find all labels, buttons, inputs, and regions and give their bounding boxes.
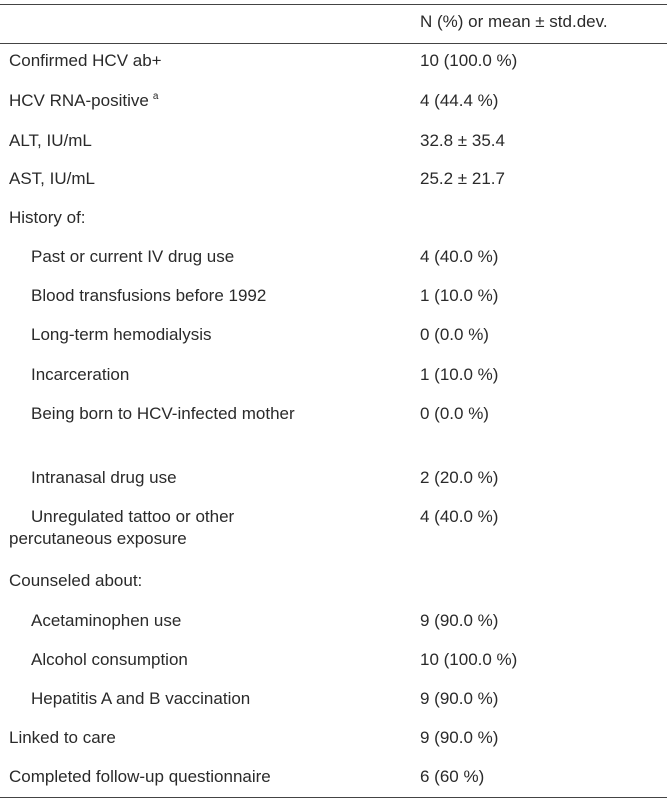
row-label: AST, IU/mL	[9, 169, 95, 188]
row-value: 10 (100.0 %)	[420, 51, 518, 70]
row-label: Acetaminophen use	[31, 611, 182, 630]
row-value: 1 (10.0 %)	[420, 365, 499, 384]
row-label: ALT, IU/mL	[9, 131, 92, 150]
row-value: 9 (90.0 %)	[420, 689, 499, 708]
row-value: 1 (10.0 %)	[420, 286, 499, 305]
row-label: Being born to HCV-infected mother	[31, 404, 295, 423]
row-value: 9 (90.0 %)	[420, 728, 499, 747]
row-label: Confirmed HCV ab+	[9, 51, 162, 70]
row-value: 9 (90.0 %)	[420, 611, 499, 630]
table-header-rule	[0, 43, 667, 44]
row-value: 4 (44.4 %)	[420, 91, 499, 110]
row-value: 10 (100.0 %)	[420, 650, 518, 669]
row-label: Linked to care	[9, 728, 116, 747]
row-value: 0 (0.0 %)	[420, 325, 489, 344]
row-value: 4 (40.0 %)	[420, 507, 499, 526]
row-label: Hepatitis A and B vaccination	[31, 689, 251, 708]
row-value: 2 (20.0 %)	[420, 468, 499, 487]
row-value: 0 (0.0 %)	[420, 404, 489, 423]
row-label: Past or current IV drug use	[31, 247, 235, 266]
row-value: 25.2 ± 21.7	[420, 169, 505, 188]
row-value: 32.8 ± 35.4	[420, 131, 505, 150]
row-label: Unregulated tattoo or other percutaneous exposure	[9, 507, 235, 548]
row-label: Blood transfusions before 1992	[31, 286, 267, 305]
row-label: Intranasal drug use	[31, 468, 177, 487]
section-heading: Counseled about:	[9, 571, 143, 590]
footnote-marker: a	[152, 91, 159, 102]
row-label: Alcohol consumption	[31, 650, 188, 669]
row-label: Incarceration	[31, 365, 130, 384]
row-value: 6 (60 %)	[420, 767, 485, 786]
column-header-value: N (%) or mean ± std.dev.	[420, 12, 608, 31]
table-bottom-rule	[0, 797, 667, 798]
table-top-rule	[0, 4, 667, 5]
row-label: HCV RNA-positive $^a$	[9, 91, 159, 110]
section-heading: History of:	[9, 208, 86, 227]
row-label: Long-term hemodialysis	[31, 325, 212, 344]
row-value: 4 (40.0 %)	[420, 247, 499, 266]
row-label: Completed follow-up questionnaire	[9, 767, 271, 786]
